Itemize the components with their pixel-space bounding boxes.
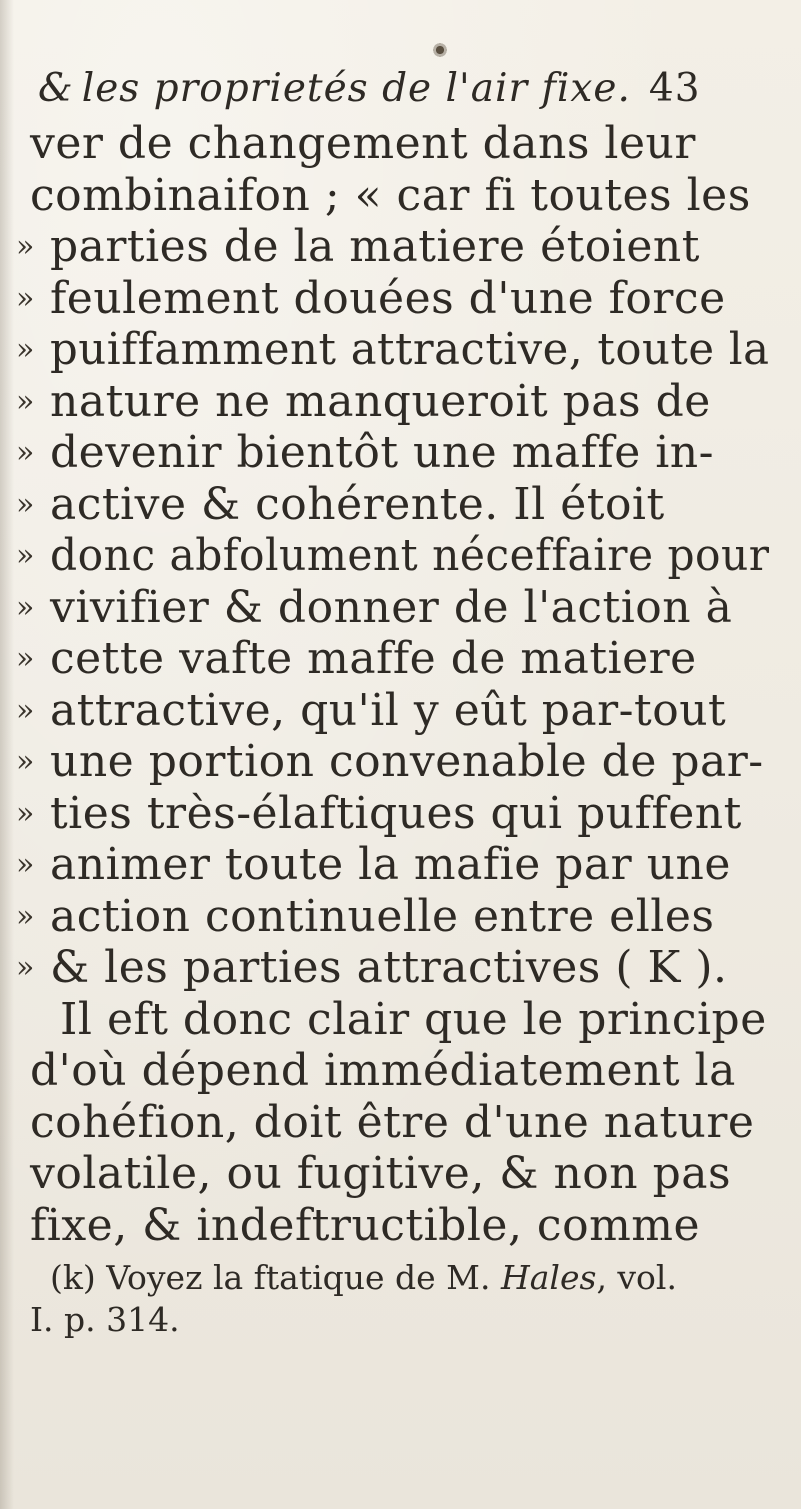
quote-mark: »: [16, 847, 35, 882]
page-number: 43: [648, 66, 701, 111]
text-line: donc abfolument néceffaire pour: [50, 530, 770, 581]
text-line: d'où dépend immédiatement la: [30, 1045, 736, 1096]
footnote-text-a: (k) Voyez la ftatique de M.: [50, 1258, 501, 1297]
quote-mark: »: [16, 795, 35, 831]
quote-mark: »: [16, 692, 35, 728]
text-line: puiffamment attractive, toute la: [50, 324, 770, 375]
footnote-line-2: [30, 1298, 180, 1342]
quote-mark: »: [16, 486, 35, 522]
quote-mark: »: [16, 950, 35, 985]
text-line: attractive, qu'il y eût par-tout: [50, 684, 727, 736]
footnote-ref: I. p. 314.: [30, 1300, 180, 1339]
text-line: combinaifon ; « car fi toutes les: [30, 169, 751, 221]
quote-mark: »: [16, 589, 35, 625]
text-line: volatile, ou fugitive, & non pas: [30, 1148, 732, 1199]
footnote-text-b: , vol.: [596, 1258, 677, 1297]
text-line: parties de la matiere étoient: [50, 221, 700, 272]
header-prefix: &: [38, 66, 74, 111]
text-line: animer toute la mafie par une: [50, 839, 731, 890]
quote-mark: »: [16, 332, 35, 367]
running-title: les proprietés de l'air fixe.: [81, 66, 631, 111]
text-line: vivifier & donner de l'action à: [50, 581, 733, 633]
text-line: feulement douées d'une force: [50, 272, 726, 324]
text-line: cohéfion, doit être d'une nature: [30, 1096, 755, 1148]
quote-mark: »: [16, 641, 35, 676]
text-line: nature ne manqueroit pas de: [50, 375, 711, 427]
text-line: ver de changement dans leur: [30, 118, 696, 169]
quote-mark: »: [16, 383, 35, 419]
quote-mark: »: [16, 229, 35, 264]
text-line: ties très-élaftiques qui puffent: [50, 787, 742, 839]
text-line: & les parties attractives ( K ).: [50, 942, 728, 993]
quote-mark: »: [16, 280, 35, 316]
quote-mark: »: [16, 435, 35, 470]
quote-mark: »: [16, 744, 35, 779]
footnote-line-1: [50, 1256, 677, 1300]
text-line: Il eft donc clair que le principe: [60, 993, 767, 1045]
text-line: une portion convenable de par-: [50, 736, 764, 787]
footnote-author: Hales: [500, 1258, 597, 1297]
text-line: cette vafte maffe de matiere: [50, 633, 697, 684]
quote-mark: »: [16, 538, 35, 573]
text-line: devenir bientôt une maffe in-: [50, 427, 715, 478]
text-line: fixe, & indeftructible, comme: [30, 1199, 701, 1251]
text-line: action continuelle entre elles: [50, 890, 715, 942]
text-line: active & cohérente. Il étoit: [50, 478, 665, 530]
quote-mark: »: [16, 898, 35, 934]
